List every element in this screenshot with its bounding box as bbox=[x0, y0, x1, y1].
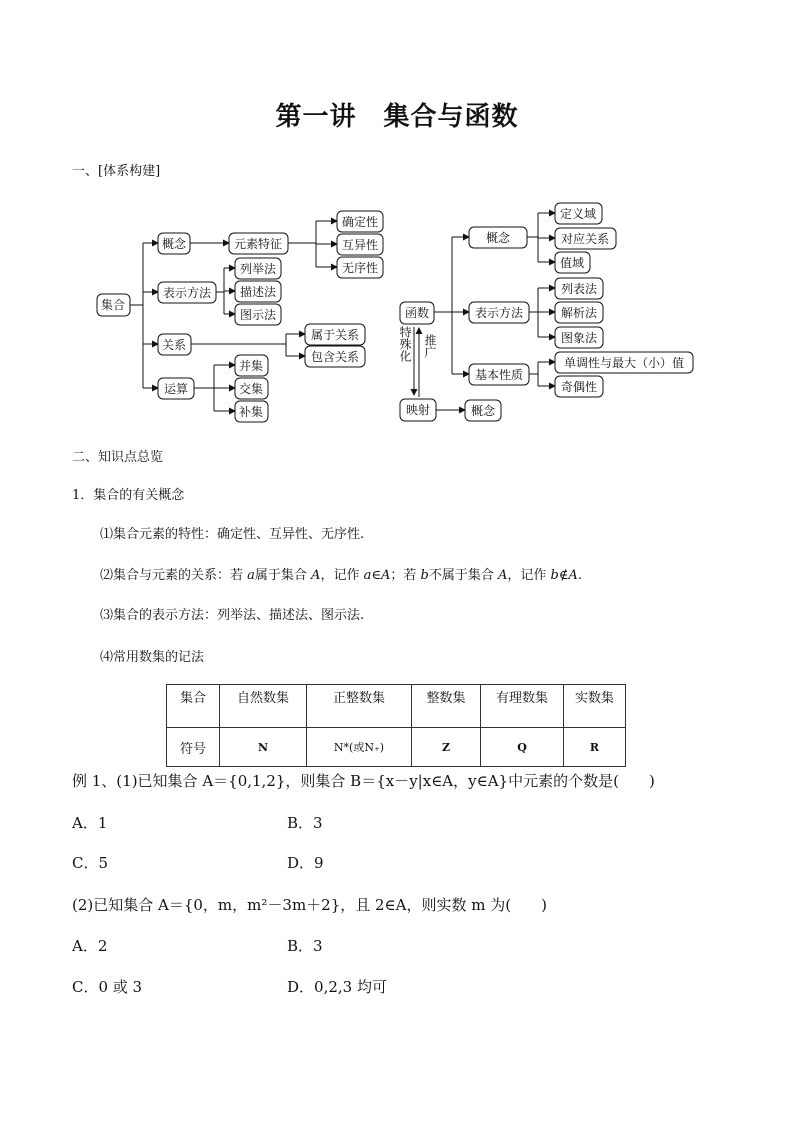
node-function-concept: 概念 bbox=[485, 231, 511, 245]
label-specialization: 特殊化 bbox=[398, 326, 412, 362]
example-2-option-b: B．3 bbox=[287, 937, 323, 955]
node-relation: 关系 bbox=[161, 338, 187, 352]
node-distinctness: 互异性 bbox=[341, 238, 379, 252]
item-heading-set-concepts: 1．集合的有关概念 bbox=[72, 488, 185, 503]
label-generalization: 推广 bbox=[423, 334, 437, 358]
table-cell: 整数集 bbox=[412, 685, 481, 728]
example-2-option-a: A．2 bbox=[72, 937, 108, 955]
section-heading-overview: 二、知识点总览 bbox=[72, 450, 164, 465]
node-definiteness: 确定性 bbox=[341, 215, 379, 229]
section-heading-structure: 一、[体系构建] bbox=[72, 164, 161, 179]
node-unordered: 无序性 bbox=[341, 261, 379, 275]
table-row bbox=[167, 728, 626, 767]
node-representation: 表示方法 bbox=[162, 286, 212, 300]
node-listing: 列举法 bbox=[239, 262, 277, 276]
example-2-question: (2)已知集合 A＝{0，m，m²－3m＋2}，且 2∈A，则实数 m 为( ) bbox=[72, 896, 547, 914]
node-monotonicity: 单调性与最大（小）值 bbox=[563, 356, 685, 370]
paragraph-membership: ⑵集合与元素的关系：若 a属于集合 A，记作 a∈A；若 b不属于集合 A，记作 b∉A. bbox=[100, 568, 582, 583]
node-belongs-relation: 属于关系 bbox=[310, 328, 360, 342]
table-cell: N bbox=[220, 728, 307, 767]
table-cell: 符号 bbox=[167, 728, 220, 767]
node-parity: 奇偶性 bbox=[560, 380, 598, 394]
node-mapping: 映射 bbox=[405, 403, 431, 417]
paragraph-representation: ⑶集合的表示方法：列举法、描述法、图示法. bbox=[100, 608, 365, 623]
node-operation: 运算 bbox=[163, 382, 189, 396]
table-cell: Z bbox=[412, 728, 481, 767]
node-graph-method: 图象法 bbox=[560, 331, 598, 345]
example-1-option-c: C．5 bbox=[72, 854, 109, 872]
table-cell: 集合 bbox=[167, 685, 220, 728]
node-mapping-concept: 概念 bbox=[470, 404, 496, 418]
table-cell: 自然数集 bbox=[220, 685, 307, 728]
node-basic-properties: 基本性质 bbox=[474, 368, 524, 382]
node-intersection: 交集 bbox=[238, 382, 264, 396]
node-function: 函数 bbox=[404, 306, 430, 320]
node-element-features: 元素特征 bbox=[233, 237, 283, 251]
node-union: 并集 bbox=[238, 359, 264, 373]
example-2-option-d: D．0,2,3 均可 bbox=[287, 978, 387, 996]
concept-diagram bbox=[0, 196, 794, 428]
node-diagram-method: 图示法 bbox=[239, 308, 277, 322]
node-concept: 概念 bbox=[161, 237, 187, 251]
table-cell: N*(或N₊) bbox=[307, 728, 412, 767]
node-correspondence: 对应关系 bbox=[560, 232, 610, 246]
example-1-option-a: A．1 bbox=[72, 814, 108, 832]
node-function-representation: 表示方法 bbox=[474, 306, 524, 320]
node-contains-relation: 包含关系 bbox=[310, 350, 360, 364]
node-complement: 补集 bbox=[238, 405, 264, 419]
example-1-question: 例 1、(1)已知集合 A＝{0,1,2}，则集合 B＝{x－y|x∈A，y∈A}中元素的个数是( ) bbox=[72, 772, 655, 790]
node-description: 描述法 bbox=[239, 285, 277, 299]
table-cell: Q bbox=[481, 728, 564, 767]
table-header-row bbox=[167, 685, 626, 728]
node-analytic-method: 解析法 bbox=[560, 306, 598, 320]
example-2-option-c: C．0 或 3 bbox=[72, 978, 143, 996]
paragraph-set-properties: ⑴集合元素的特性：确定性、互异性、无序性. bbox=[100, 527, 365, 542]
table-cell: 有理数集 bbox=[481, 685, 564, 728]
table-cell: 正整数集 bbox=[307, 685, 412, 728]
table-cell: R bbox=[564, 728, 626, 767]
node-domain: 定义域 bbox=[559, 207, 597, 221]
paragraph-number-sets: ⑷常用数集的记法 bbox=[100, 650, 205, 665]
example-1-option-d: D．9 bbox=[287, 854, 324, 872]
node-range: 值域 bbox=[559, 256, 585, 270]
example-1-option-b: B．3 bbox=[287, 814, 323, 832]
node-set: 集合 bbox=[100, 298, 126, 312]
page-title: 第一讲 集合与函数 bbox=[275, 102, 519, 132]
node-table-method: 列表法 bbox=[560, 282, 598, 296]
table-cell: 实数集 bbox=[564, 685, 626, 728]
number-sets-table bbox=[166, 684, 626, 767]
